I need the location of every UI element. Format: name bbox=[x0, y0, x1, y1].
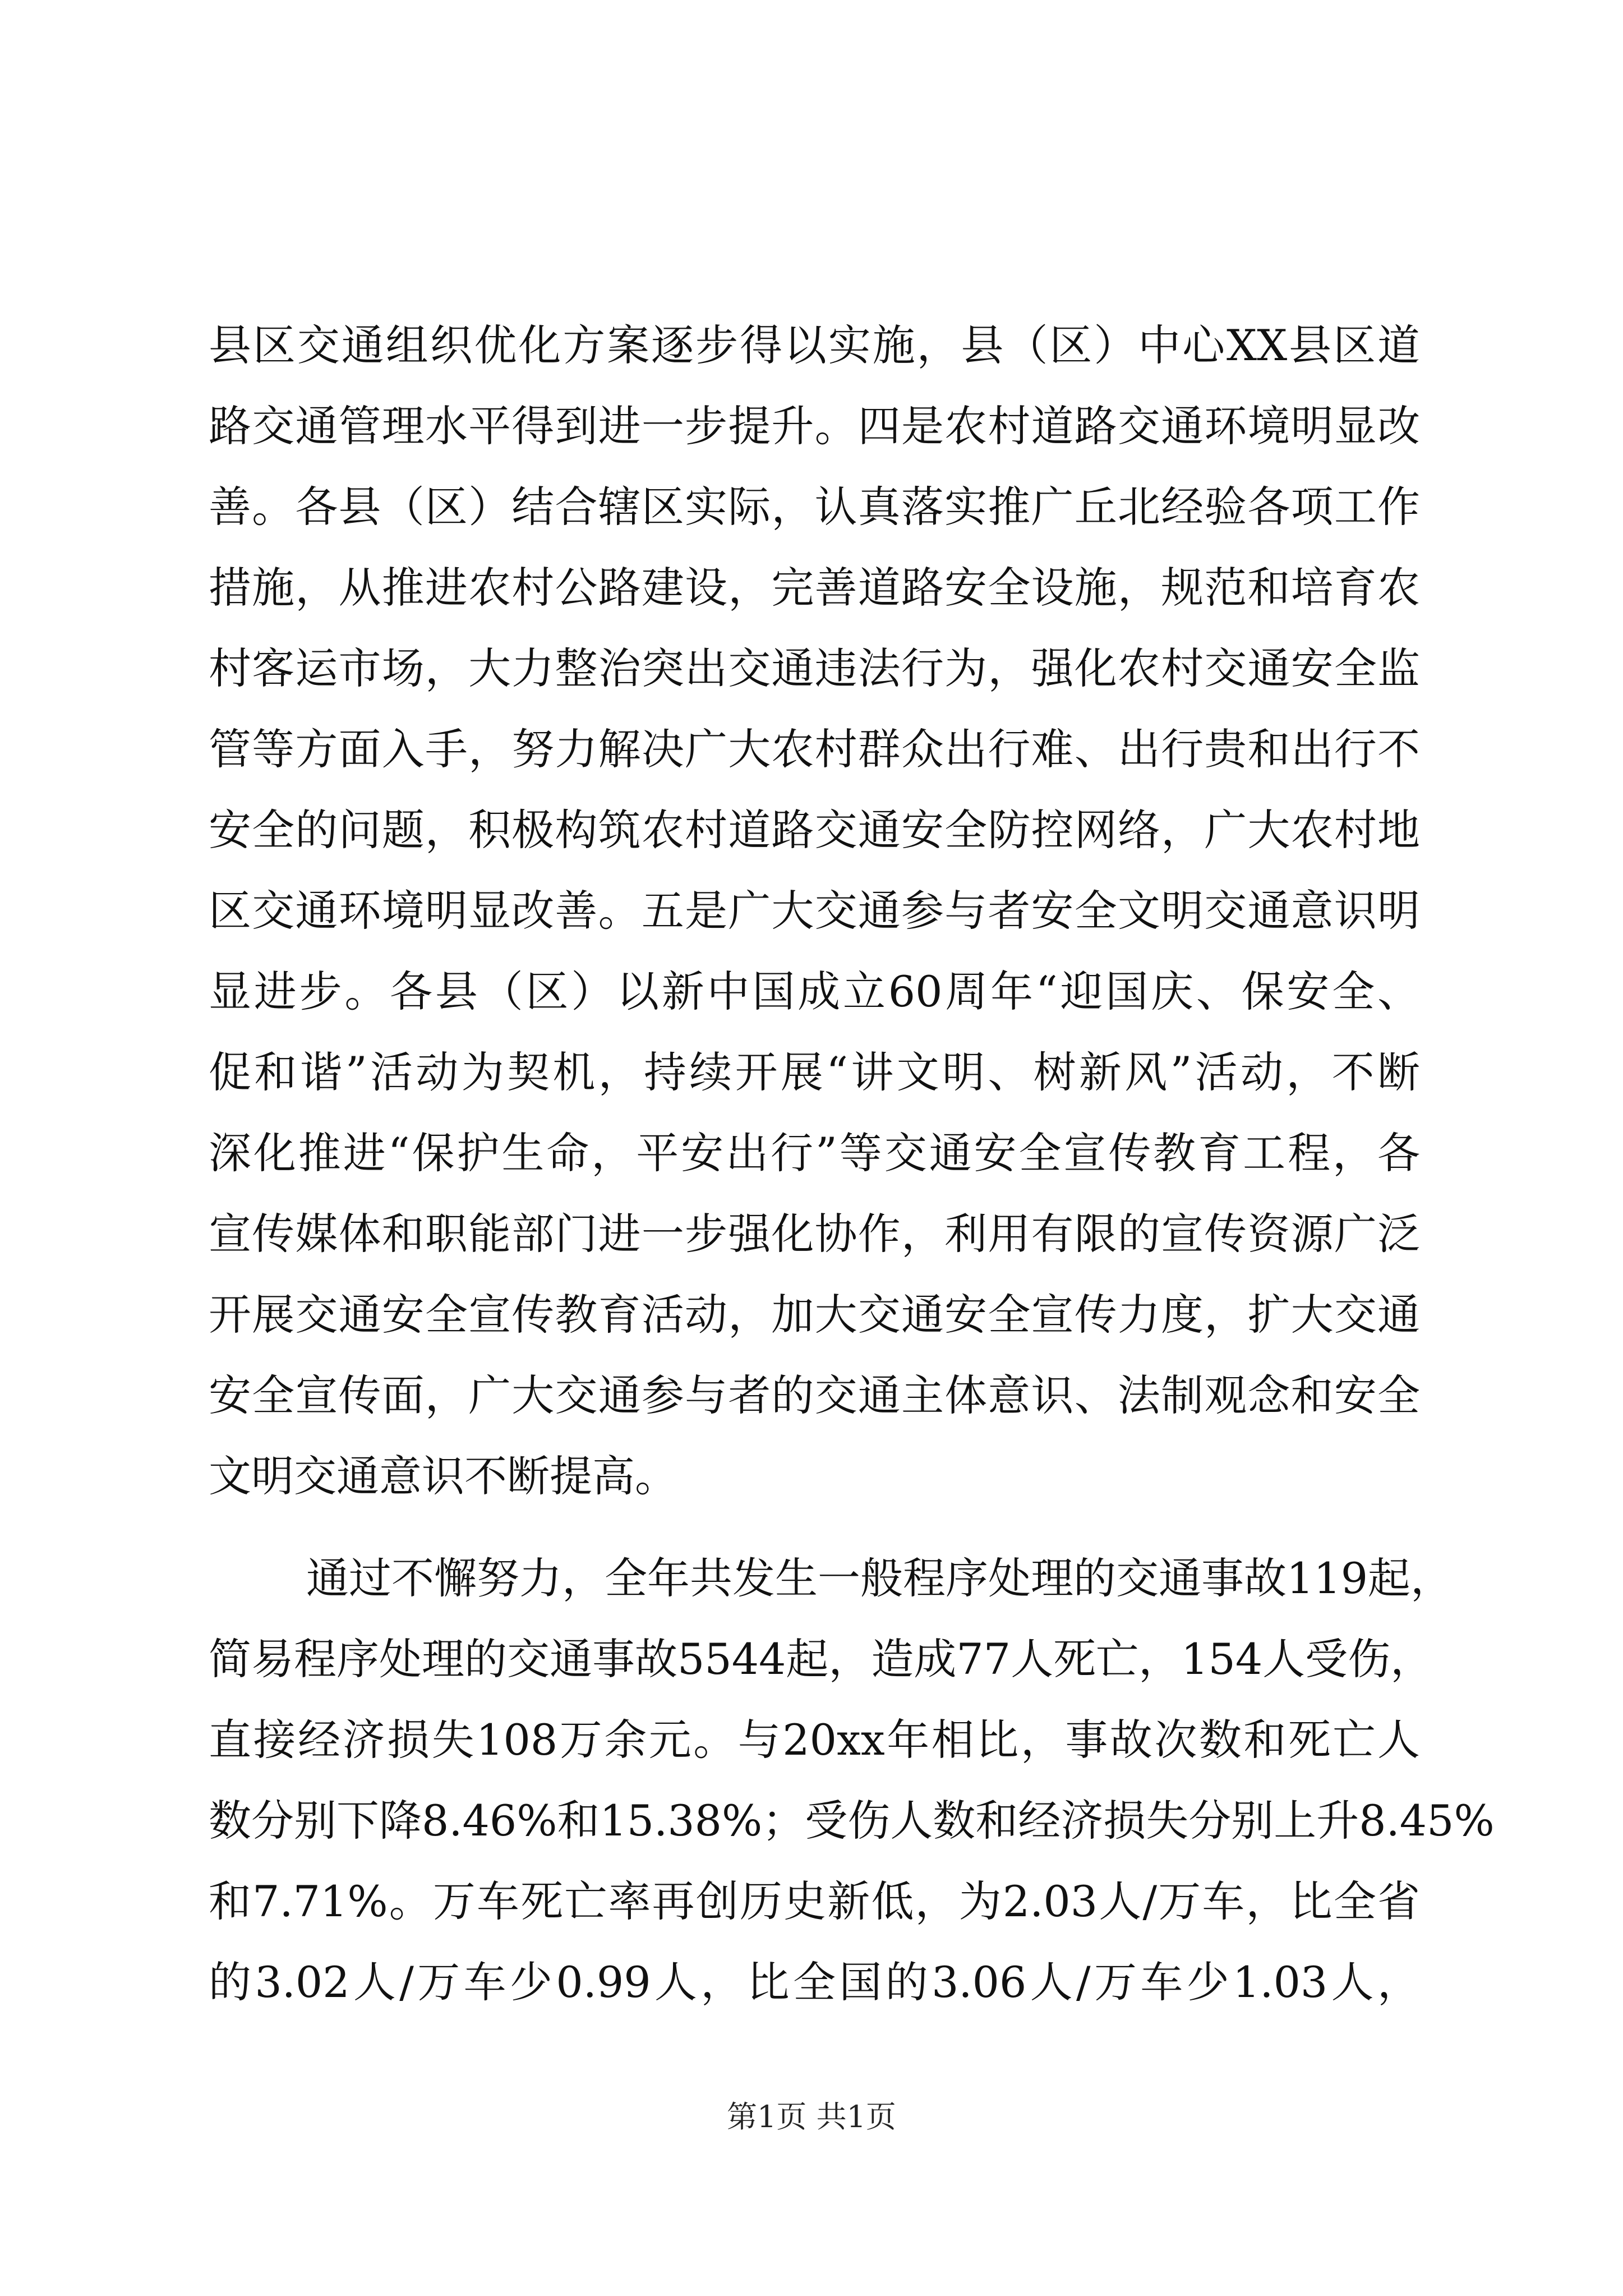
body-line: 直接经济损失108万余元。与20xx年相比，事故次数和死亡人 bbox=[209, 1715, 1420, 1765]
body-line: 管等方面入手，努力解决广大农村群众出行难、出行贵和出行不 bbox=[209, 724, 1420, 774]
body-line: 简易程序处理的交通事故5544起，造成77人死亡，154人受伤， bbox=[209, 1634, 1433, 1684]
body-line: 安全的问题，积极构筑农村道路交通安全防控网络，广大农村地 bbox=[209, 805, 1420, 855]
body-line: 区交通环境明显改善。五是广大交通参与者安全文明交通意识明 bbox=[209, 886, 1420, 936]
body-line: 数分别下降8.46%和15.38%；受伤人数和经济损失分别上升8.45% bbox=[209, 1796, 1495, 1846]
body-line-paragraph-start: 通过不懈努力，全年共发生一般程序处理的交通事故119起， bbox=[306, 1553, 1454, 1603]
body-line: 宣传媒体和职能部门进一步强化协作，利用有限的宣传资源广泛 bbox=[209, 1209, 1420, 1259]
body-line: 促和谐”活动为契机，持续开展“讲文明、树新风”活动，不断 bbox=[209, 1047, 1420, 1097]
body-line: 县区交通组织优化方案逐步得以实施，县（区）中心XX县区道 bbox=[209, 320, 1420, 370]
body-line: 开展交通安全宣传教育活动，加大交通安全宣传力度，扩大交通 bbox=[209, 1290, 1420, 1340]
body-line: 路交通管理水平得到进一步提升。四是农村道路交通环境明显改 bbox=[209, 401, 1420, 451]
body-line-paragraph-end: 文明交通意识不断提高。 bbox=[209, 1451, 677, 1501]
body-line: 的3.02人/万车少0.99人，比全国的3.06人/万车少1.03人， bbox=[209, 1957, 1420, 2007]
body-line: 安全宣传面，广大交通参与者的交通主体意识、法制观念和安全 bbox=[209, 1370, 1420, 1420]
body-line: 善。各县（区）结合辖区实际，认真落实推广丘北经验各项工作 bbox=[209, 482, 1420, 532]
body-line: 村客运市场，大力整治突出交通违法行为，强化农村交通安全监 bbox=[209, 643, 1420, 693]
body-line: 措施，从推进农村公路建设，完善道路安全设施，规范和培育农 bbox=[209, 563, 1420, 613]
page-number-footer: 第1页 共1页 bbox=[727, 2099, 896, 2134]
body-line: 显进步。各县（区）以新中国成立60周年“迎国庆、保安全、 bbox=[209, 967, 1420, 1016]
body-line: 深化推进“保护生命，平安出行”等交通安全宣传教育工程，各 bbox=[209, 1128, 1420, 1178]
body-line: 和7.71%。万车死亡率再创历史新低，为2.03人/万车，比全省 bbox=[209, 1876, 1420, 1926]
